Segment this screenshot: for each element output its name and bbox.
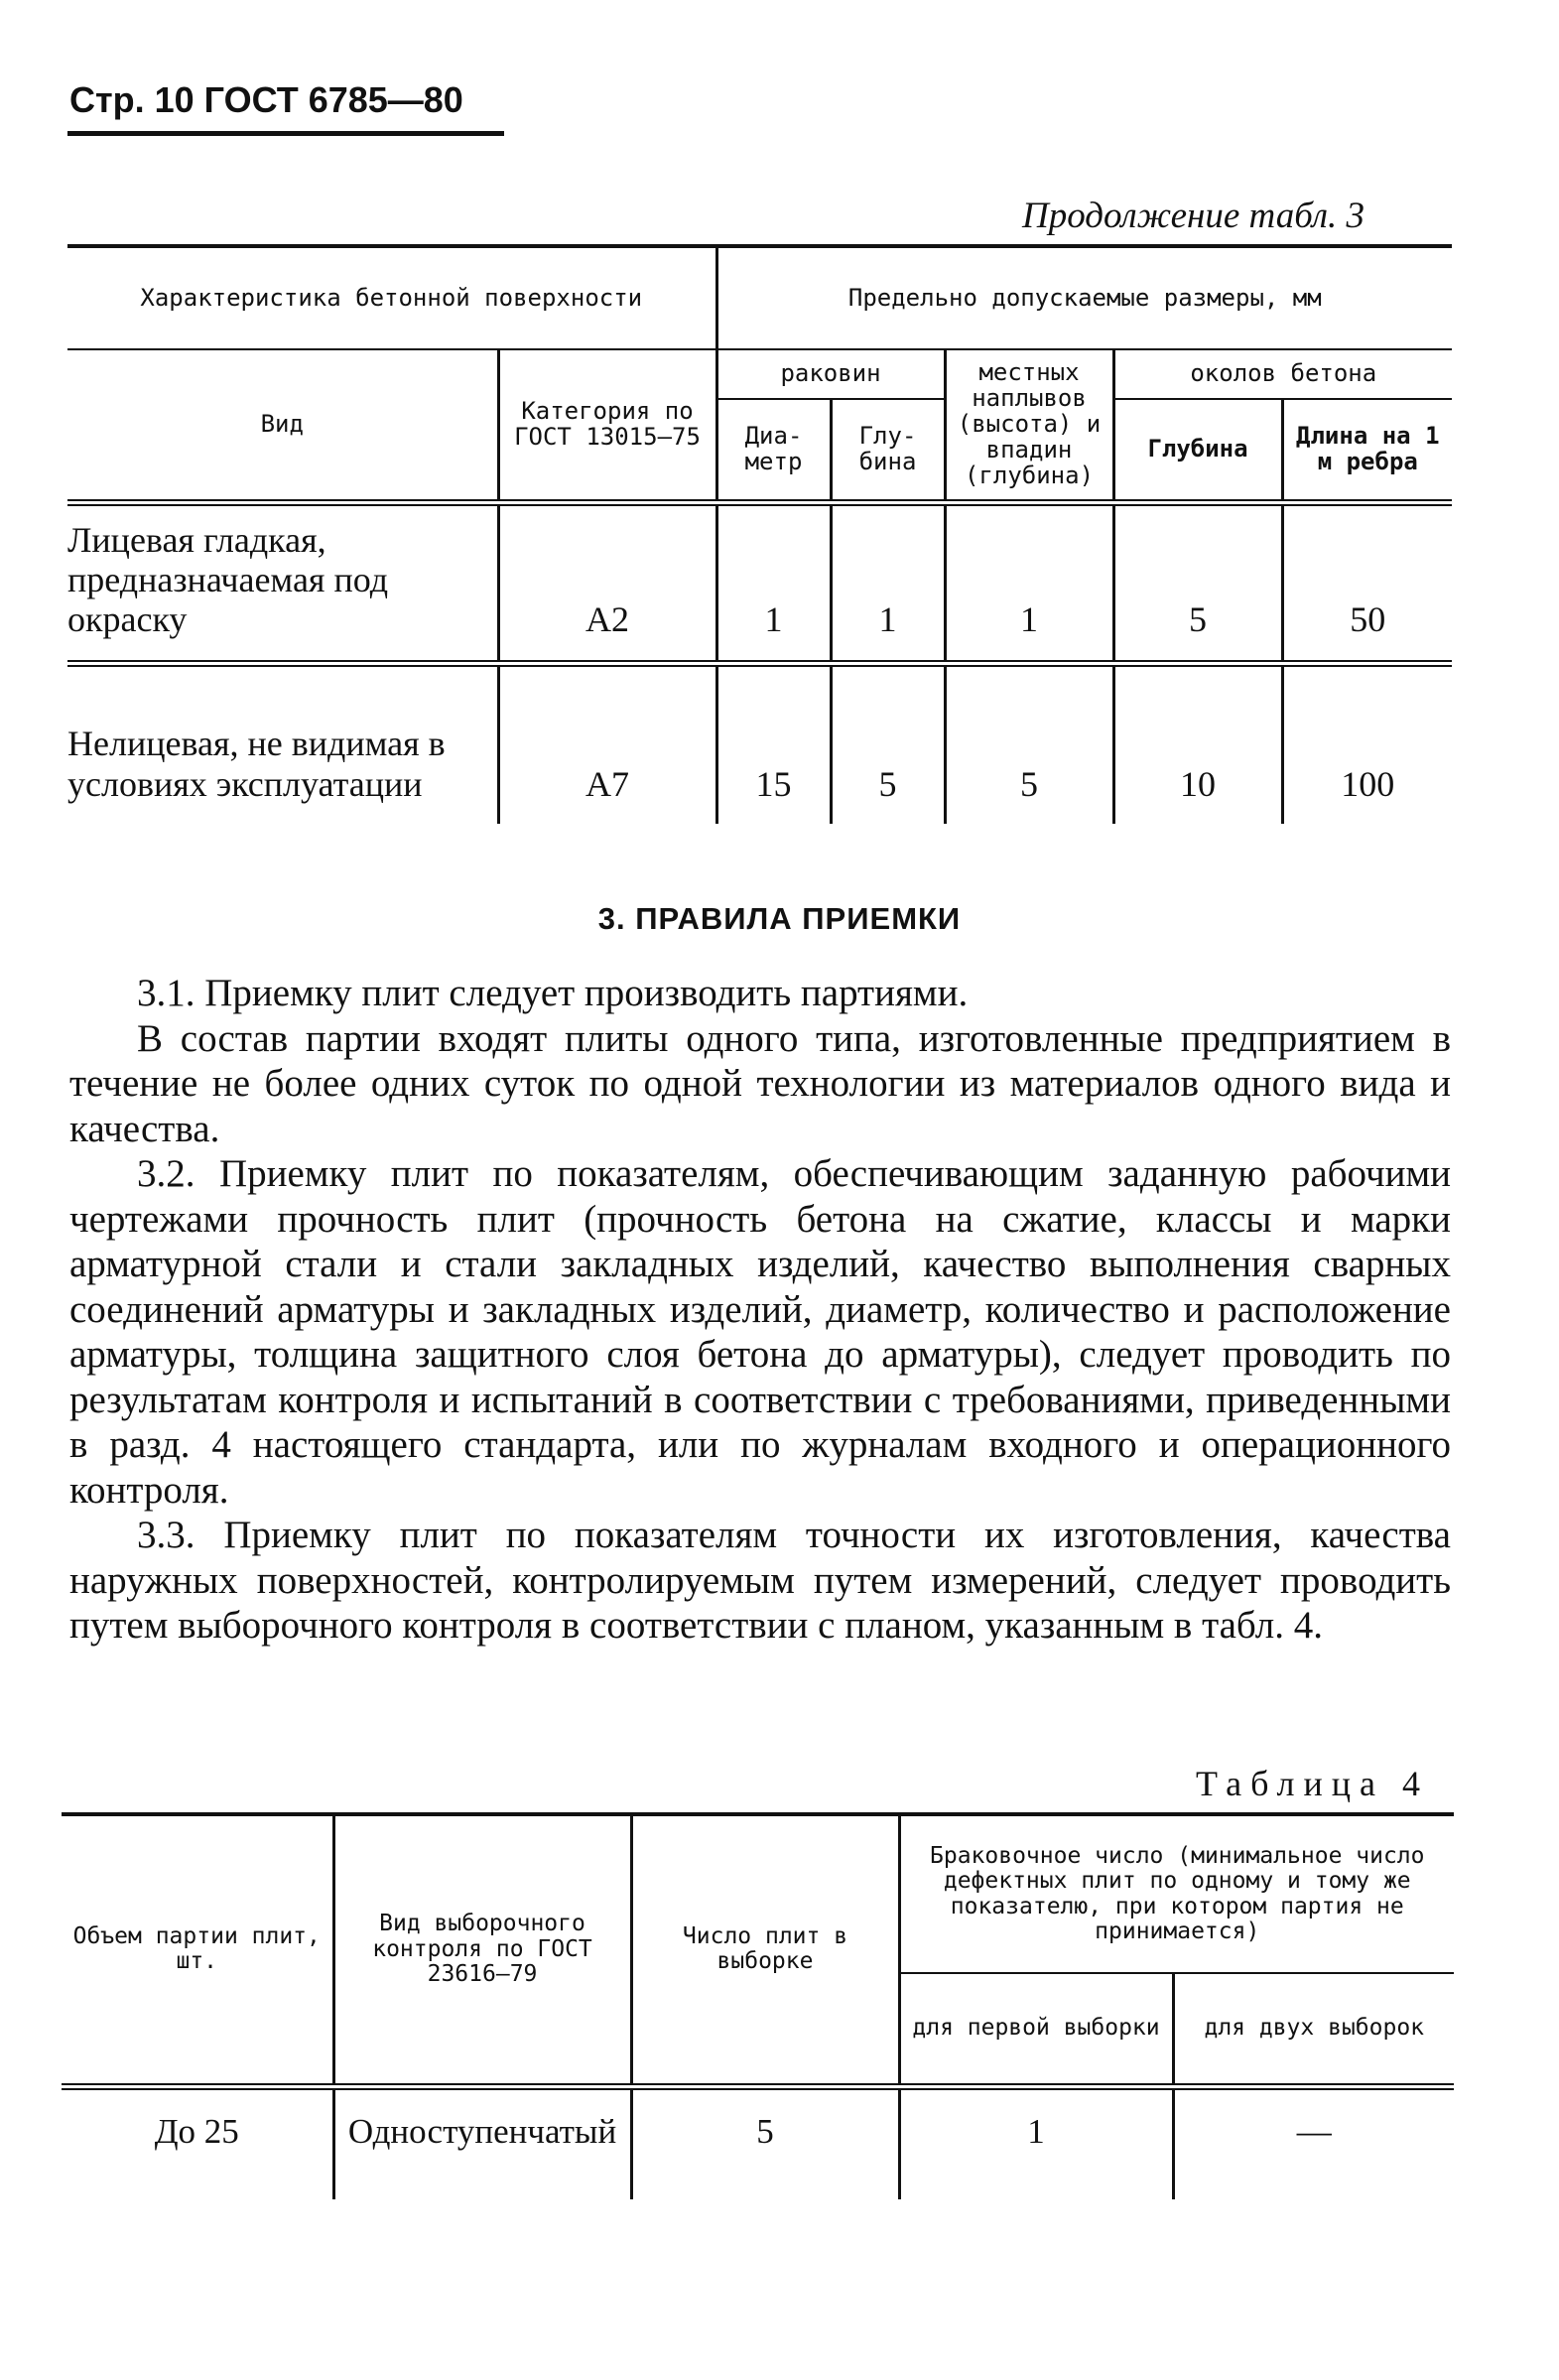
header-first-sample: для первой выборки	[899, 1973, 1173, 2086]
header-surface-characteristic: Характеристика бетонной поверхности	[67, 246, 716, 349]
header-rule	[67, 131, 504, 136]
row1-sample: 5	[631, 2086, 899, 2199]
header-limit-sizes: Предельно допускаемые размеры, мм	[716, 246, 1452, 349]
row2-kind: Нелицевая, не видимая в условиях эксплуатации	[67, 663, 498, 824]
header-category: Категория по ГОСТ 13015—75	[498, 349, 716, 502]
table3-continuation-label: Продолжение табл. 3	[1022, 196, 1365, 236]
header-two-samples: для двух выборок	[1173, 1973, 1454, 2086]
section-body	[69, 971, 1451, 1649]
row2-category: А7	[498, 663, 716, 824]
row1-diameter: 1	[716, 502, 831, 663]
header-control-type: Вид выборочного контроля по ГОСТ 23616—79	[333, 1814, 631, 2086]
header-chips: околов бетона	[1113, 349, 1452, 399]
header-sample-count: Число плит в выборке	[631, 1814, 899, 2086]
table4-caption: Таблица 4	[1196, 1764, 1429, 1803]
header-reject-number: Браковочное число (минимальное число дефектных плит по одному и тому же показателю, при котором партия не принимается)	[899, 1814, 1454, 1973]
row1-kind: Лицевая гладкая, предназначаемая под окраску	[67, 502, 498, 663]
row1-depth: 1	[831, 502, 945, 663]
paragraph-3-2: 3.2. Приемку плит по показателям, обеспечивающим заданную рабочими чертежами прочность плит (прочность бетона на сжатие, классы и марки арматурной стали и стали закладных изделий, качество выполнения сварных соединений арматуры и закладных изделий, диаметр, количество и расположение арматуры, толщина защитного слоя бетона до арматуры), следует проводить по результатам контроля и испытаний в соответствии с требованиями, приведенными в разд. 4 настоящего стандарта, или по журналам входного и операционного контроля.	[69, 1152, 1451, 1512]
row1-two: —	[1173, 2086, 1454, 2199]
paragraph-3-1: 3.1. Приемку плит следует производить партиями.	[137, 972, 969, 1014]
table-3	[67, 244, 1452, 824]
page-header: Стр. 10 ГОСТ 6785—80	[69, 79, 463, 120]
header-pits: раковин	[716, 349, 945, 399]
header-bumps: местных наплывов (высота) и впадин (глубина)	[945, 349, 1113, 502]
table-row	[67, 663, 1452, 824]
row1-chips-depth: 5	[1113, 502, 1282, 663]
header-kind: Вид	[67, 349, 498, 502]
header-lot-size: Объем партии плит, шт.	[62, 1814, 333, 2086]
row1-control: Одноступенчатый	[333, 2086, 631, 2199]
header-depth: Глу-бина	[831, 399, 945, 502]
row1-category: А2	[498, 502, 716, 663]
table-row	[67, 502, 1452, 663]
row1-first: 1	[899, 2086, 1173, 2199]
table-row	[62, 2086, 1454, 2199]
row2-chips-length: 100	[1282, 663, 1452, 824]
table-4	[62, 1812, 1454, 2199]
header-chips-length: Длина на 1 м ребра	[1282, 399, 1452, 502]
row2-bumps: 5	[945, 663, 1113, 824]
row1-lot: До 25	[62, 2086, 333, 2199]
header-diameter: Диа-метр	[716, 399, 831, 502]
paragraph-3-3: 3.3. Приемку плит по показателям точности их изготовления, качества наружных поверхностей, контролируемым путем измерений, следует проводить путем выборочного контроля в соответствии с планом, указанным в табл. 4.	[69, 1514, 1451, 1647]
paragraph-lot-composition: В состав партии входят плиты одного типа, изготовленные предприятием в течение не более одних суток по одной технологии из материалов одного вида и качества.	[69, 1016, 1451, 1150]
row1-chips-length: 50	[1282, 502, 1452, 663]
row2-depth: 5	[831, 663, 945, 824]
section-title: 3. ПРАВИЛА ПРИЕМКИ	[597, 901, 962, 936]
header-chips-depth: Глубина	[1113, 399, 1282, 502]
row1-bumps: 1	[945, 502, 1113, 663]
row2-chips-depth: 10	[1113, 663, 1282, 824]
row2-diameter: 15	[716, 663, 831, 824]
